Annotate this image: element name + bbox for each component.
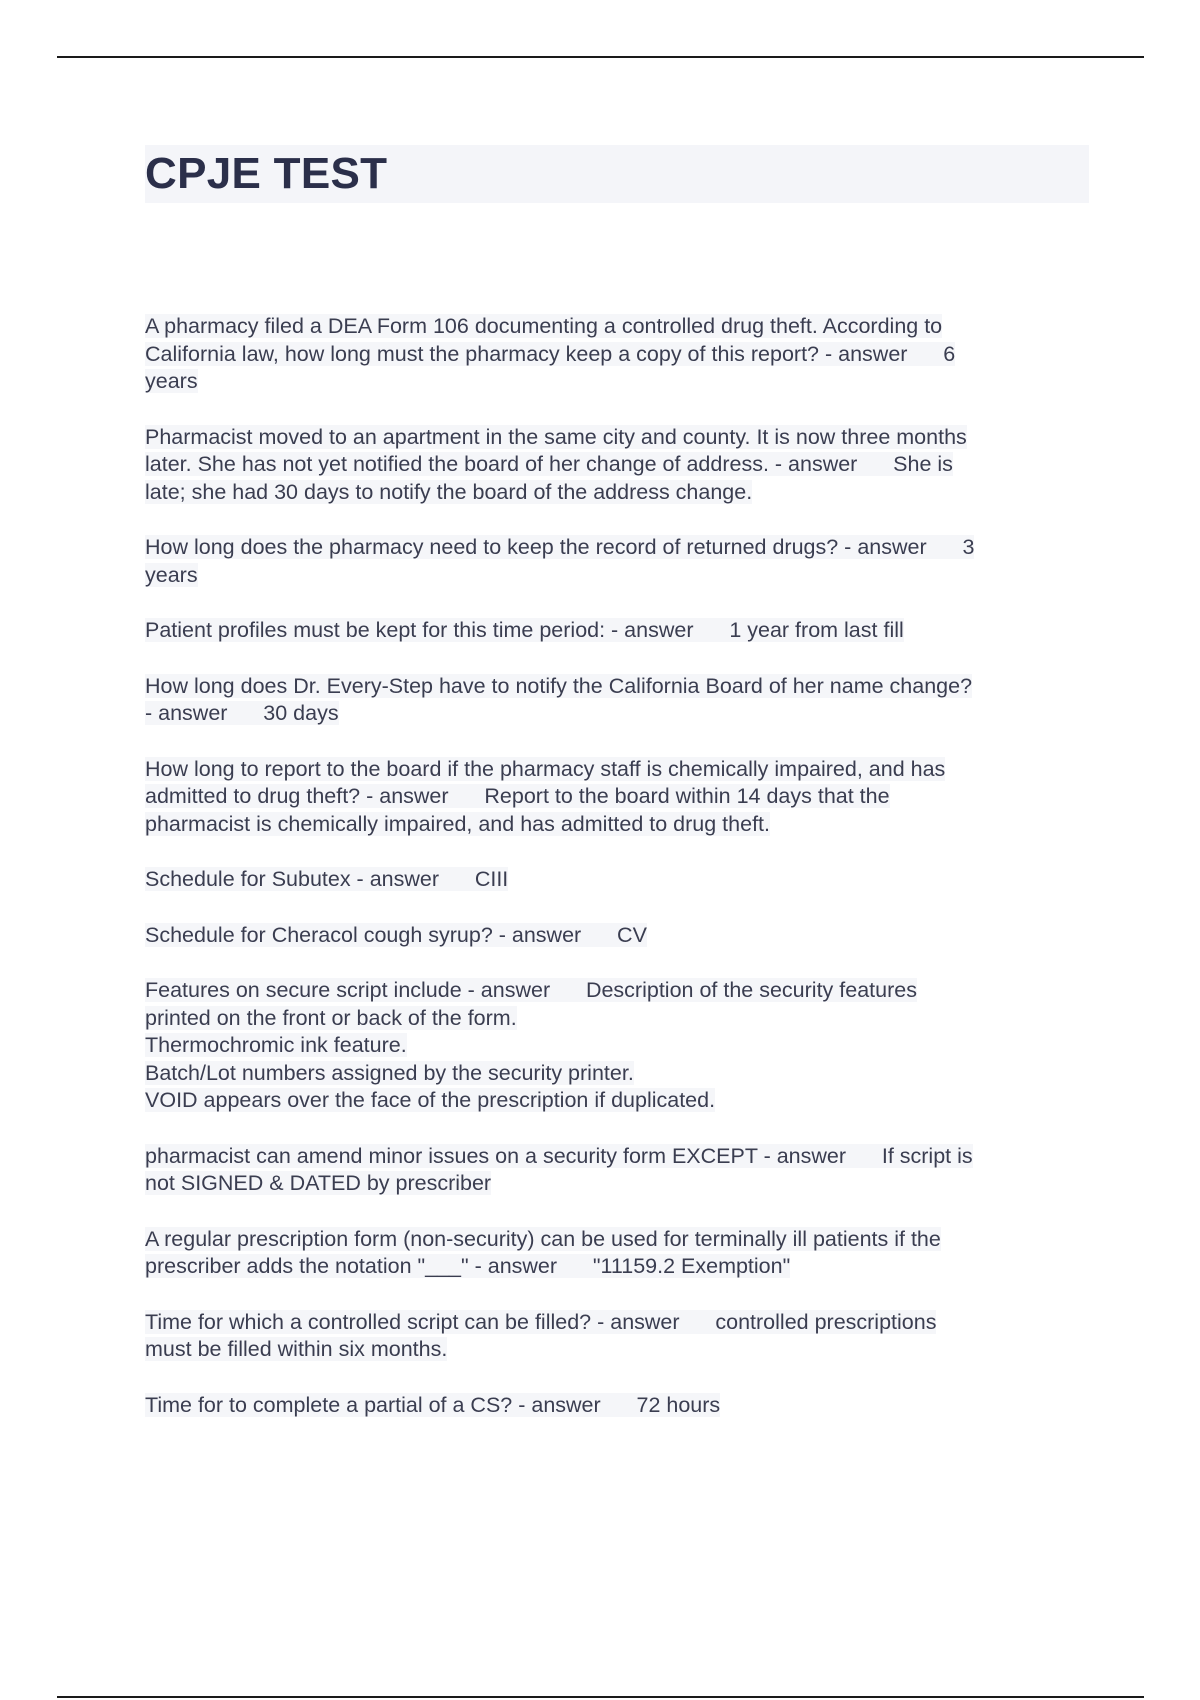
qa-item <box>145 922 1095 950</box>
qa-line: printed on the front or back of the form. <box>145 1005 517 1030</box>
qa-line: Time for to complete a partial of a CS? - answer 72 hours <box>145 1392 721 1417</box>
qa-line: years <box>145 369 198 393</box>
qa-item <box>145 866 1095 894</box>
qa-line: Features on secure script include - answer Description of the security features <box>145 978 917 1002</box>
qa-line: Schedule for Subutex - answer CIII <box>145 867 509 891</box>
qa-item <box>145 673 1095 728</box>
qa-line: late; she had 30 days to notify the board of the address change. <box>145 479 753 504</box>
qa-item <box>145 617 1095 645</box>
qa-item <box>145 977 1095 1115</box>
qa-line: prescriber adds the notation "___" - answer "11159.2 Exemption" <box>145 1254 791 1278</box>
qa-item <box>145 756 1095 839</box>
qa-line: years <box>145 562 198 587</box>
qa-line: Pharmacist moved to an apartment in the same city and county. It is now three months <box>145 424 967 449</box>
qa-line: California law, how long must the pharmacy keep a copy of this report? - answer 6 <box>145 341 956 366</box>
qa-line: How long does the pharmacy need to keep the record of returned drugs? - answer 3 <box>145 535 975 559</box>
qa-item <box>145 424 1095 507</box>
qa-line: Batch/Lot numbers assigned by the security printer. <box>145 1060 634 1085</box>
qa-line: admitted to drug theft? - answer Report to the board within 14 days that the <box>145 784 890 808</box>
qa-item <box>145 1309 1095 1364</box>
qa-line: How long does Dr. Every-Step have to notify the California Board of her name change? <box>145 673 973 698</box>
qa-item <box>145 313 1095 396</box>
qa-line: Patient profiles must be kept for this time period: - answer 1 year from last fill <box>145 618 904 642</box>
qa-line: VOID appears over the face of the prescription if duplicated. <box>145 1088 716 1112</box>
qa-line: Thermochromic ink feature. <box>145 1033 407 1057</box>
document-title: CPJE TEST <box>145 149 388 198</box>
qa-item <box>145 534 1095 589</box>
qa-item <box>145 1226 1095 1281</box>
qa-line: later. She has not yet notified the board of her change of address. - answer She is <box>145 452 953 476</box>
qa-line: not SIGNED & DATED by prescriber <box>145 1171 492 1195</box>
qa-line: must be filled within six months. <box>145 1337 448 1361</box>
qa-line: pharmacist is chemically impaired, and has admitted to drug theft. <box>145 811 770 836</box>
qa-line: - answer 30 days <box>145 701 339 725</box>
qa-list <box>145 313 1095 1447</box>
qa-line: pharmacist can amend minor issues on a security form EXCEPT - answer If script is <box>145 1143 973 1168</box>
footer-rule <box>57 1696 1144 1698</box>
qa-item <box>145 1392 1095 1420</box>
qa-line: A pharmacy filed a DEA Form 106 documenting a controlled drug theft. According to <box>145 314 943 338</box>
qa-line: How long to report to the board if the pharmacy staff is chemically impaired, and has <box>145 756 946 781</box>
qa-line: A regular prescription form (non-security) can be used for terminally ill patients if the <box>145 1226 941 1251</box>
qa-item <box>145 1143 1095 1198</box>
header-rule <box>57 56 1144 58</box>
qa-line: Schedule for Cheracol cough syrup? - answer CV <box>145 922 647 947</box>
qa-line: Time for which a controlled script can be filled? - answer controlled prescriptions <box>145 1309 937 1334</box>
